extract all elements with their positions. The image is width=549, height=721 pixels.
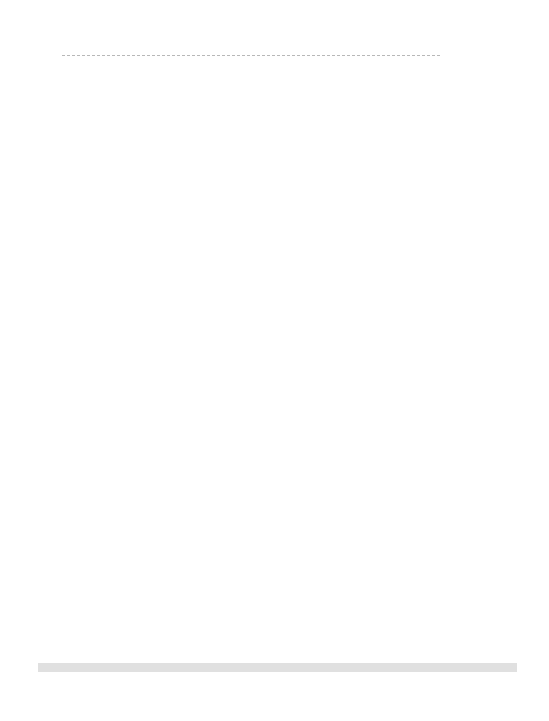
divider xyxy=(62,55,440,56)
footer-bar xyxy=(38,663,517,672)
